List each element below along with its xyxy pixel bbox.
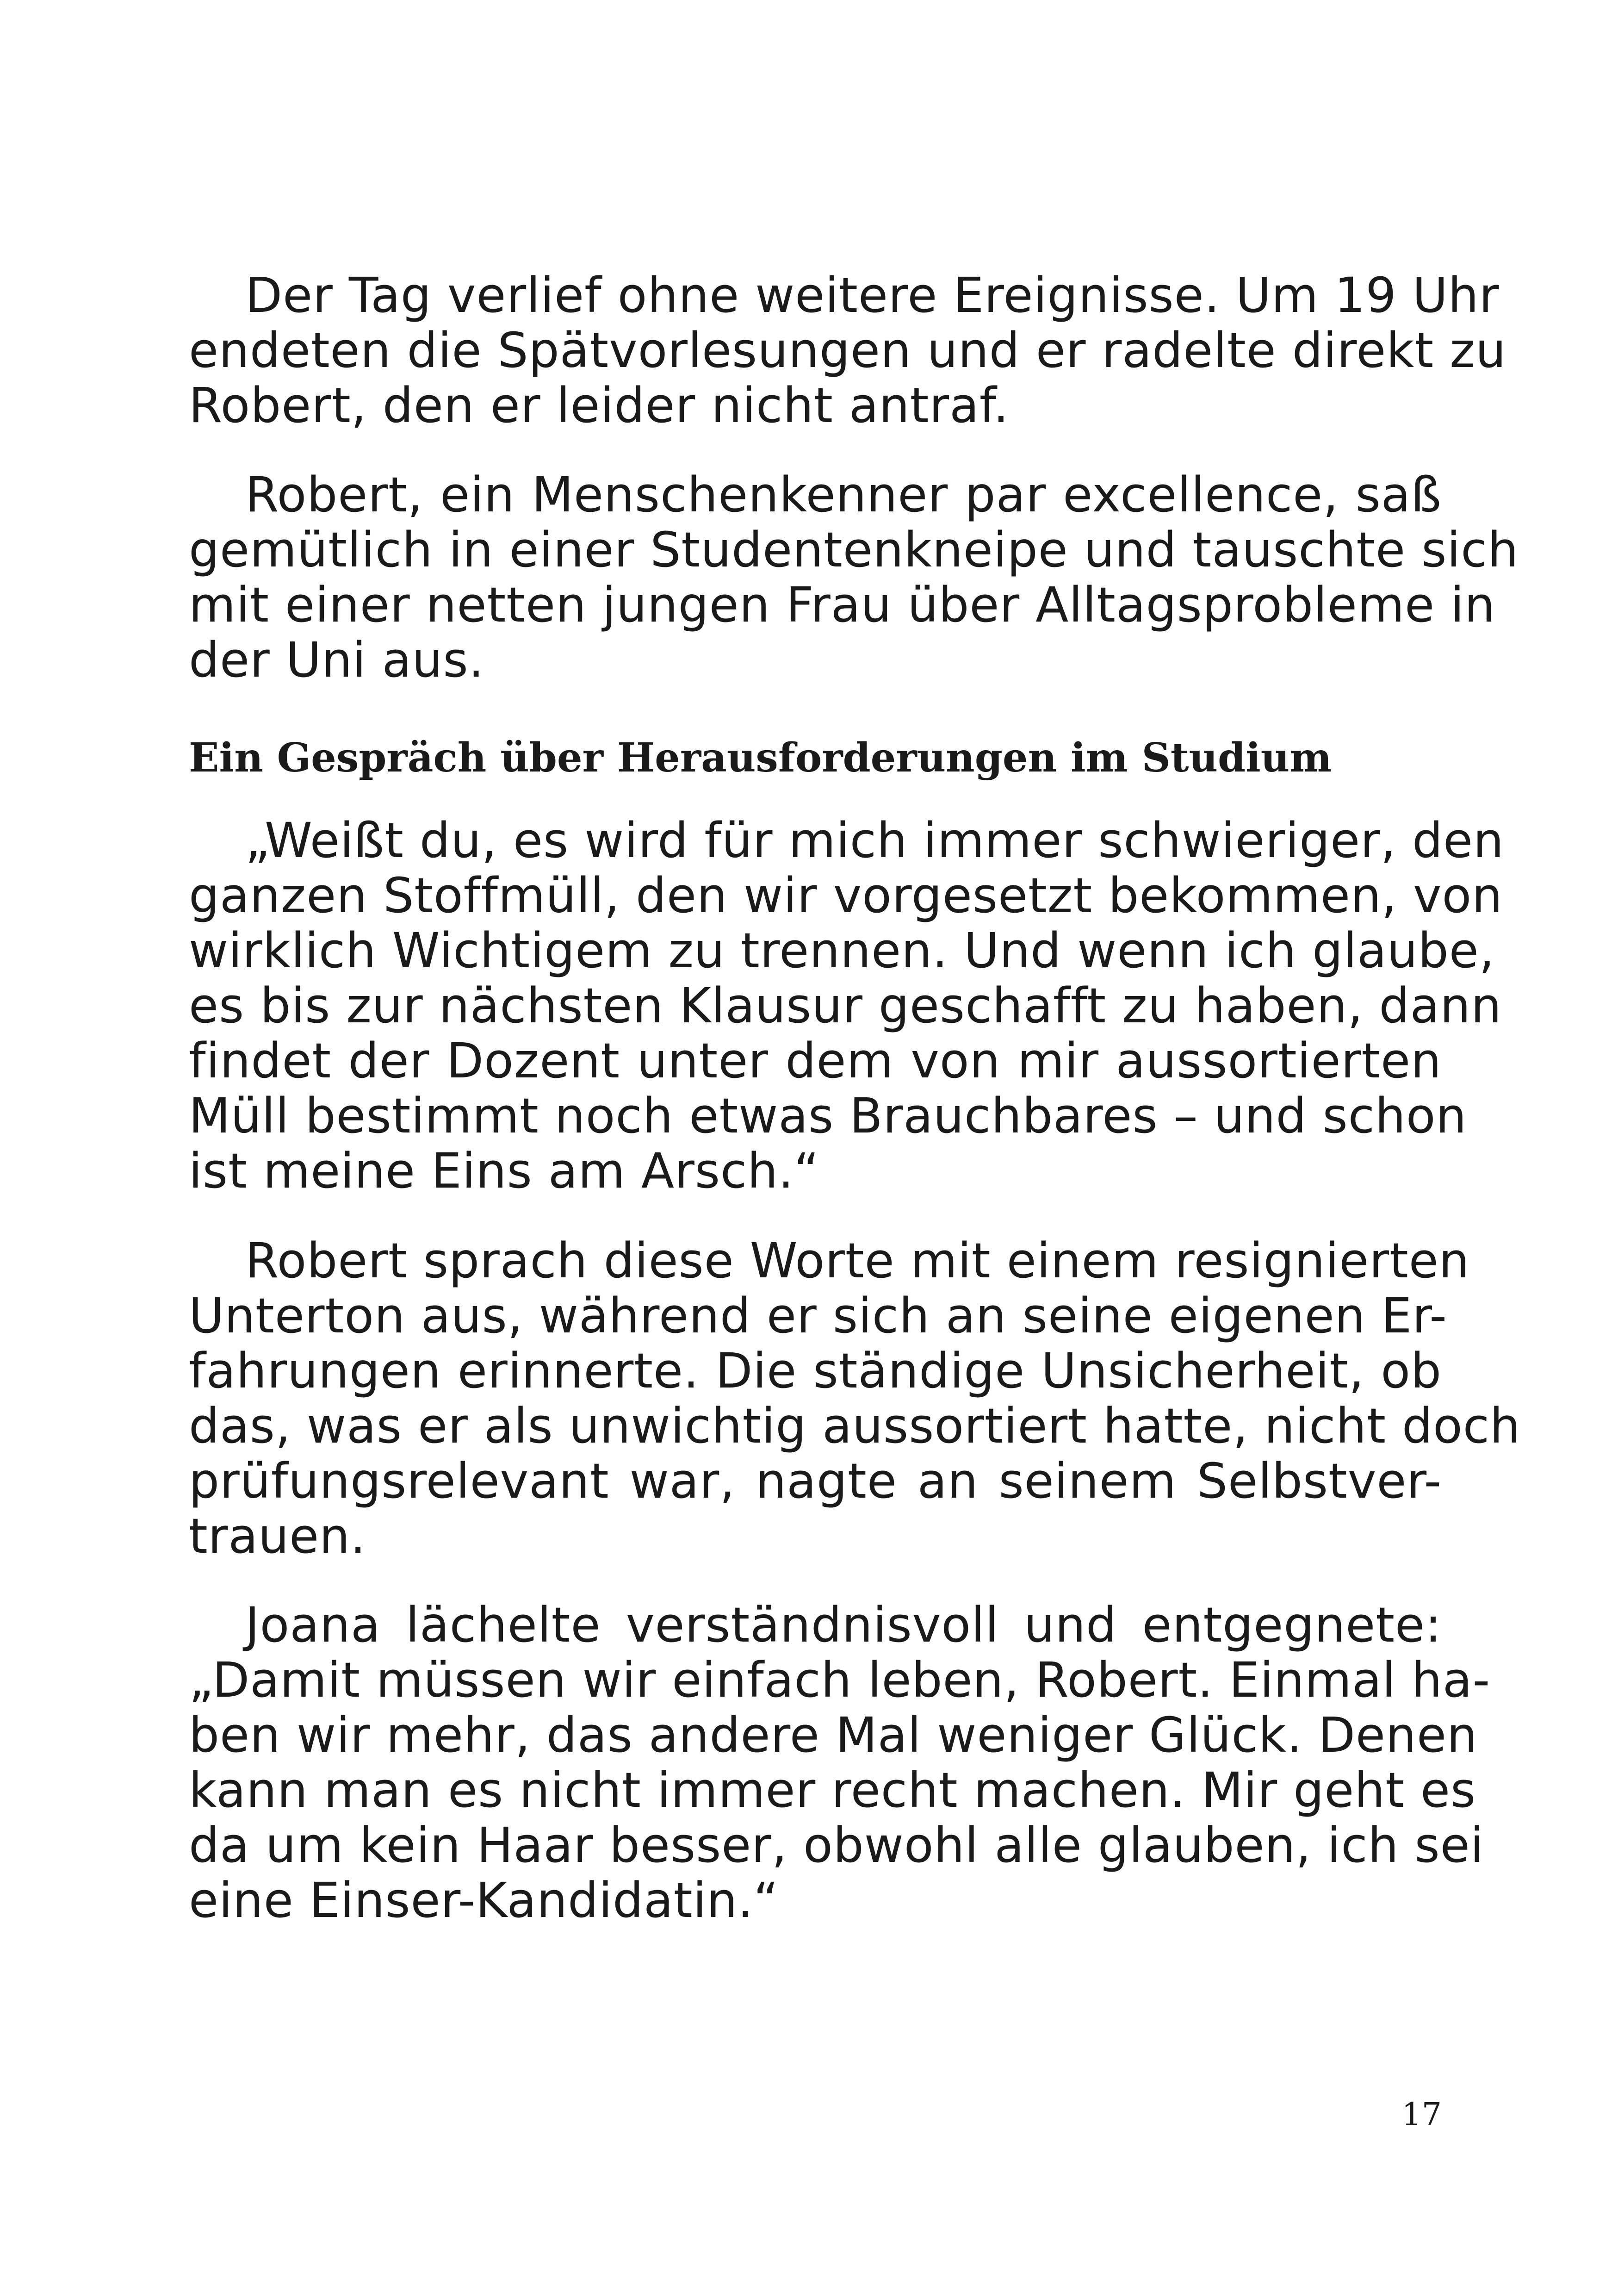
text-line: Unterton aus, während er sich an seine eigenen Er- <box>189 1288 1447 1344</box>
text-line: Müll bestimmt noch etwas Brauchbares – und schon <box>189 1088 1467 1144</box>
text-line: „Damit müssen wir einfach leben, Robert. Einmal ha- <box>189 1652 1491 1708</box>
text-line: „Weißt du, es wird für mich immer schwieriger, den <box>245 812 1504 869</box>
text-line: Robert, ein Menschenkenner par excellence, saß <box>245 467 1442 523</box>
text-line: ganzen Stoffmüll, den wir vorgesetzt bekommen, von <box>189 867 1503 924</box>
text-line: das, was er als unwichtig aussortiert hatte, nicht doch <box>189 1398 1521 1454</box>
text-line: Der Tag verlief ohne weitere Ereignisse. Um 19 Uhr <box>245 267 1500 324</box>
text-line: eine Einser-Kandidatin.“ <box>189 1872 779 1929</box>
text-line: ben wir mehr, das andere Mal weniger Glück. Denen <box>189 1707 1478 1763</box>
text-line: der Uni aus. <box>189 632 484 688</box>
text-line: trauen. <box>189 1508 366 1564</box>
text-line: da um kein Haar besser, obwohl alle glauben, ich sei <box>189 1817 1484 1873</box>
text-line: wirklich Wichtigem zu trennen. Und wenn ich glaube, <box>189 922 1495 979</box>
text-line: fahrungen erinnerte. Die ständige Unsicherheit, ob <box>189 1343 1442 1399</box>
text-line: ist meine Eins am Arsch.“ <box>189 1143 820 1199</box>
text-line: es bis zur nächsten Klausur geschafft zu haben, dann <box>189 977 1502 1034</box>
text-line: gemütlich in einer Studentenkneipe und tauschte sich <box>189 522 1519 578</box>
text-line: prüfungsrelevant war, nagte an seinem Selbstver- <box>189 1453 1442 1509</box>
text-line: mit einer netten jungen Frau über Alltagsprobleme in <box>189 577 1495 633</box>
text-line: Robert, den er leider nicht antraf. <box>189 377 1009 434</box>
text-line: Robert sprach diese Worte mit einem resignierten <box>245 1232 1470 1289</box>
section-heading: Ein Gespräch über Herausforderungen im Studium <box>189 734 1332 781</box>
page-number: 17 <box>1401 2097 1442 2133</box>
text-line: endeten die Spätvorlesungen und er radelte direkt zu <box>189 322 1506 379</box>
text-line: findet der Dozent unter dem von mir aussortierten <box>189 1033 1442 1089</box>
text-line: Joana lächelte verständnisvoll und entgegnete: <box>245 1597 1442 1653</box>
text-line: kann man es nicht immer recht machen. Mir geht es <box>189 1762 1476 1818</box>
